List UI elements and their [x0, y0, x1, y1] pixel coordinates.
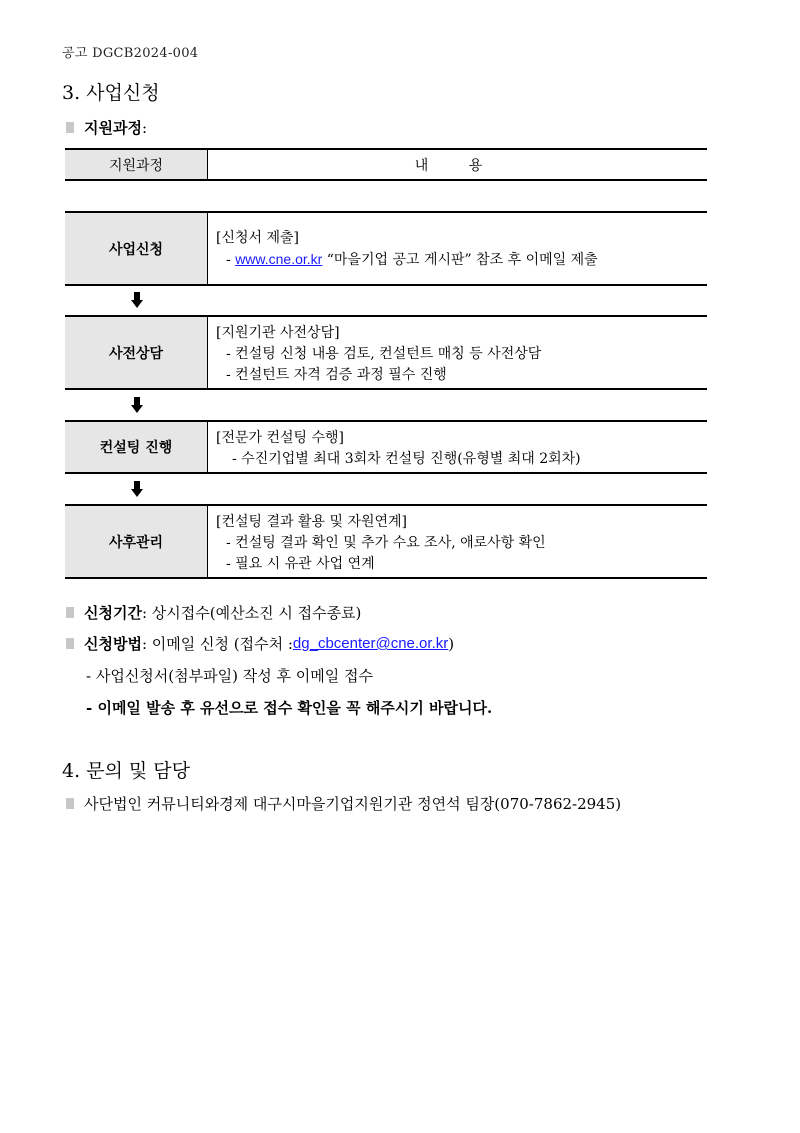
table-header-row: [65, 148, 707, 181]
period-text: : 상시접수(예산소진 시 접수종료): [141, 604, 362, 622]
method-line: - 사업신청서(첨부파일) 작성 후 이메일 접수: [86, 667, 373, 685]
method-text: : 이메일 신청 (접수처 :: [141, 635, 293, 653]
step-content: [208, 213, 707, 284]
step-label-consult: 사전상담: [65, 317, 208, 388]
step-line: - 필요 시 유관 사업 연계: [226, 556, 375, 572]
square-bullet-icon: [66, 122, 74, 133]
step-heading: [신청서 제출]: [216, 230, 299, 246]
table-row: [65, 211, 707, 286]
table-row: [65, 504, 707, 579]
header-col-content: 내 용: [208, 150, 707, 179]
method-bullet: [66, 633, 454, 654]
step-content: [208, 317, 707, 388]
square-bullet-icon: [66, 798, 74, 809]
step-heading: [컨설팅 결과 활용 및 자원연계]: [216, 514, 408, 530]
contact-text: 사단법인 커뮤니티와경제 대구시마을기업지원기관 정연석 팀장(070-7862-2945): [84, 795, 622, 813]
step-line: - 컨설팅 결과 확인 및 추가 수요 조사, 애로사항 확인: [226, 535, 546, 551]
header-col-process: 지원과정: [65, 150, 208, 179]
arrow-down-icon: [131, 397, 143, 413]
table-row: [65, 315, 707, 390]
step-line: - 컨설턴트 자격 검증 과정 필수 진행: [226, 367, 447, 383]
square-bullet-icon: [66, 607, 74, 618]
period-bullet: [66, 602, 361, 623]
square-bullet-icon: [66, 638, 74, 649]
section-3-title: 3. 사업신청: [62, 82, 160, 104]
process-label: 지원과정: [84, 119, 142, 137]
website-link[interactable]: www.cne.or.kr: [235, 251, 323, 267]
arrow-down-icon: [131, 292, 143, 308]
line-suffix: “마을기업 공고 게시판” 참조 후 이메일 제출: [322, 252, 598, 268]
step-line: - 컨설팅 신청 내용 검토, 컨설턴트 매칭 등 사전상담: [226, 346, 542, 362]
step-heading: [지원기관 사전상담]: [216, 325, 340, 341]
step-line: [216, 249, 699, 271]
process-colon: :: [141, 118, 148, 137]
method-close: ): [448, 634, 455, 653]
table-row: [65, 420, 707, 474]
arrow-down-icon: [131, 481, 143, 497]
contact-bullet: [66, 793, 621, 814]
email-link[interactable]: dg_cbcenter@cne.or.kr: [292, 635, 449, 652]
document-number: 공고 DGCB2024-004: [62, 46, 199, 61]
process-bullet: [66, 117, 147, 138]
step-content: [208, 422, 707, 472]
section-4-title: 4. 문의 및 담당: [62, 760, 191, 782]
step-content: [208, 506, 707, 577]
line-prefix: -: [226, 252, 236, 268]
step-label-apply: 사업신청: [65, 213, 208, 284]
method-label: 신청방법: [84, 635, 142, 653]
step-heading: [전문가 컨설팅 수행]: [216, 430, 345, 446]
step-line: - 수진기업별 최대 3회차 컨설팅 진행(유형별 최대 2회차): [232, 451, 581, 467]
period-label: 신청기간: [84, 604, 142, 622]
step-label-progress: 컨설팅 진행: [65, 422, 208, 472]
step-label-followup: 사후관리: [65, 506, 208, 577]
method-notice: - 이메일 발송 후 유선으로 접수 확인을 꼭 해주시기 바랍니다.: [86, 699, 493, 717]
